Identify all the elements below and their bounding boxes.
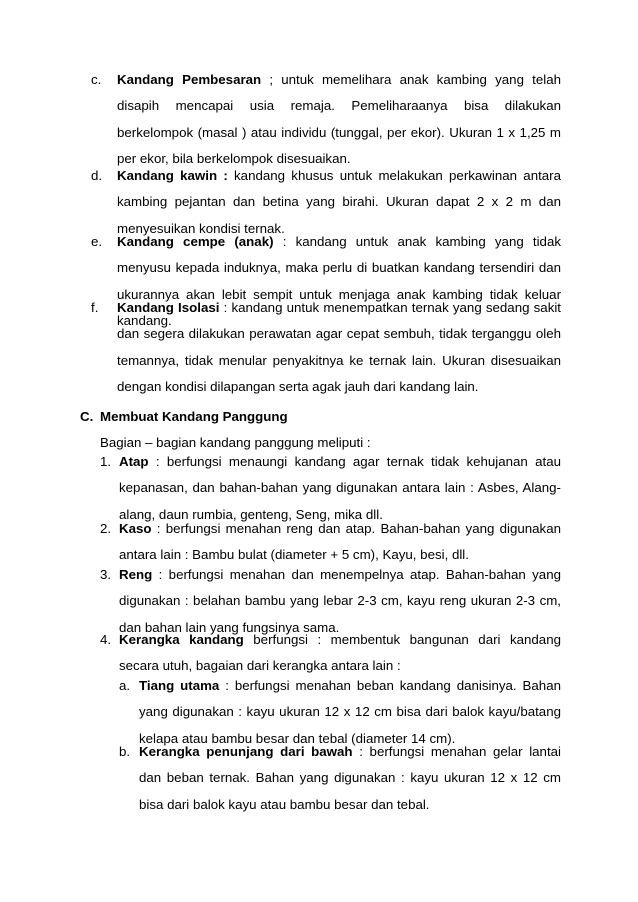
list-item-text: [119, 627, 561, 680]
term: Kerangka kandang: [119, 632, 244, 647]
list-item-f: [91, 295, 561, 400]
list-marker: 3.: [100, 567, 112, 582]
list-item-text: [117, 295, 561, 400]
list-item-text: [117, 67, 561, 172]
list-marker: b.: [119, 744, 131, 759]
description: : kandang untuk anak kambing yang tidak menyusu kepada induknya, maka perlu di buatkan kandang tersendiri dan ukurannya akan lebit sempit untuk menjaga anak kambing tidak keluar kandang.: [117, 234, 561, 328]
term: Reng: [119, 567, 153, 582]
term: Kerangka penunjang dari bawah: [139, 744, 353, 759]
description: : berfungsi menahan dan menempelnya atap. Bahan-bahan yang digunakan : belahan bambu yang lebar 2-3 cm, kayu reng ukuran 2-3 cm, dan bahan lain yang fungsinya sama.: [119, 567, 561, 635]
description: kandang khusus untuk melakukan perkawinan antara kambing pejantan dan betina yang birahi. Ukuran dapat 2 x 2 m dan menyesuikan kondisi ternak.: [117, 168, 561, 236]
list-item-text: [119, 516, 561, 569]
list-marker: d.: [91, 168, 103, 183]
numbered-item-2: [100, 516, 561, 569]
description: berfungsi : membentuk bangunan dari kandang secara utuh, bagaian dari kerangka antara lain :: [119, 632, 561, 674]
list-marker: 2.: [100, 521, 112, 536]
description: ; untuk memelihara anak kambing yang telah disapih mencapai usia remaja. Pemeliharaanya bisa dilakukan berkelompok (masal ) atau individu (tunggal, per ekor). Ukuran 1 x 1,25 m per ekor, bila berkelompok disesuaikan.: [117, 72, 561, 166]
list-marker: e.: [91, 234, 103, 249]
term: Atap: [119, 454, 149, 469]
sub-item-b: [119, 739, 561, 818]
list-item-text: [139, 739, 561, 818]
list-marker: a.: [119, 678, 131, 693]
section-title: Membuat Kandang Panggung: [100, 409, 288, 424]
term: Kandang Isolasi: [117, 300, 220, 315]
term: Kandang kawin :: [117, 168, 228, 183]
description: : berfungsi menaungi kandang agar ternak tidak kehujanan atau kepanasan, dan bahan-bahan yang digunakan antara lain : Asbes, Alang-alang, daun rumbia, genteng, Seng, mika dll.: [119, 454, 561, 522]
numbered-item-4: [100, 627, 561, 680]
description: : berfungsi menahan beban kandang danisinya. Bahan yang digunakan : kayu ukuran 12 x 12 cm bisa dari balok kayu/batang kelapa atau bambu besar dan tebal (diameter 14 cm).: [139, 678, 561, 746]
list-item-c: [91, 67, 561, 172]
list-marker: 4.: [100, 632, 112, 647]
list-marker: c.: [91, 72, 102, 87]
list-marker: f.: [91, 300, 99, 315]
description: : kandang untuk menempatkan ternak yang sedang sakit dan segera dilakukan perawatan agar cepat sembuh, tidak terganggu oleh temannya, tidak menular penyakitnya ke ternak lain. Ukuran disesuaikan dengan kondisi dilapangan serta agak jauh dari kandang lain.: [117, 300, 561, 394]
term: Kaso: [119, 521, 152, 536]
description: : berfungsi menahan gelar lantai dan beban ternak. Bahan yang digunakan : kayu ukuran 12 x 12 cm bisa dari balok kayu atau bambu besar dan tebal.: [139, 744, 562, 812]
term: Kandang cempe (anak): [117, 234, 274, 249]
list-marker: 1.: [100, 454, 112, 469]
description: : berfungsi menahan reng dan atap. Bahan-bahan yang digunakan antara lain : Bambu bulat (diameter + 5 cm), Kayu, besi, dll.: [119, 521, 561, 563]
section-intro: Bagian – bagian kandang panggung meliputi :: [100, 435, 371, 450]
section-marker: C.: [80, 409, 94, 424]
term: Tiang utama: [139, 678, 220, 693]
term: Kandang Pembesaran: [117, 72, 262, 87]
